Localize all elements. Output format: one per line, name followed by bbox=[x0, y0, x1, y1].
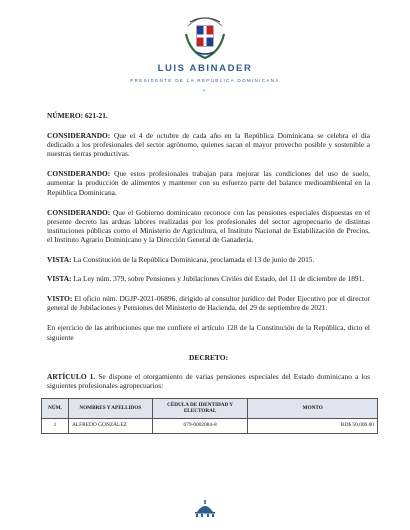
table-row bbox=[42, 418, 378, 433]
cell-number: 1 bbox=[42, 418, 69, 433]
considerando-3 bbox=[47, 208, 370, 244]
vista-2 bbox=[47, 274, 370, 283]
para-text: La Constitución de la República Dominicana, proclamada el 13 de junio de 2015. bbox=[71, 255, 315, 265]
table-header-row bbox=[42, 398, 378, 418]
decree-body bbox=[47, 111, 374, 434]
decree-heading: DECRETO: bbox=[189, 352, 228, 362]
president-title: PRESIDENTE DE LA REPÚBLICA DOMINICANA bbox=[130, 78, 280, 83]
palace-dome-icon bbox=[192, 498, 218, 518]
para-label: VISTA: bbox=[47, 274, 72, 284]
para-label: CONSIDERANDO: bbox=[47, 131, 111, 141]
pensions-table bbox=[41, 398, 378, 434]
para-label: VISTA: bbox=[47, 255, 72, 265]
considerando-1 bbox=[47, 131, 370, 158]
cell-id: 079-0002084-8 bbox=[152, 418, 248, 433]
col-header-id: CÉDULA DE IDENTIDAD Y ELECTORAL bbox=[152, 398, 248, 418]
para-text: Que el Gobierno dominicano reconoce con las pensiones especiales dispuestas en el presente decreto las arduas labores realizadas por los profesionales del sector agropecuario de distintas instituciones públicas como el Ministerio de Agricultura, el Instituto Nacional de Estabilización de Precios, el Instituto Agrario Dominicano y la Dirección General de Ganadería. bbox=[47, 207, 370, 244]
vista-1 bbox=[47, 255, 370, 264]
para-text: Que el 4 de octubre de cada año en la República Dominicana se celebra el día dedicado a los profesionales del sector agrónomo, quienes sacan el mayor provecho posible y sostenible a nuestras tierras productivas. bbox=[47, 131, 370, 159]
para-text: Que estos profesionales trabajan para mejorar las condiciones del uso de suelo, aumentar la producción de alimentos y mantener con su esfuerzo parte del balance medioambiental en la República Dominicana. bbox=[47, 169, 370, 197]
visto-1 bbox=[47, 294, 370, 312]
col-header-number: NÚM. bbox=[42, 398, 69, 418]
decree-number: NÚMERO: 621-21. bbox=[47, 111, 108, 120]
col-header-name: NOMBRES Y APELLIDOS bbox=[68, 398, 152, 418]
article-1 bbox=[47, 372, 370, 390]
para-label: CONSIDERANDO: bbox=[47, 169, 111, 179]
article-label: ARTÍCULO 1. bbox=[47, 371, 96, 381]
article-text: Se dispone el otorgamiento de varias pensiones especiales del Estado dominicano a los siguientes profesionales agropecuarios: bbox=[47, 371, 370, 390]
cell-name: ALFREDO GONZÁLEZ bbox=[68, 418, 152, 433]
para-label: CONSIDERANDO: bbox=[47, 207, 111, 217]
para-text: La Ley núm. 379, sobre Pensiones y Jubilaciones Civiles del Estado, del 11 de diciembre de 1891. bbox=[71, 274, 365, 284]
para-text: El oficio núm. DGJP-2021-06896, dirigido al consultor jurídico del Poder Ejecutivo por el director general de Jubilaciones y Pensiones del Ministerio de Hacienda, del 29 de septiembre de 2021. bbox=[47, 294, 370, 313]
considerando-2 bbox=[47, 169, 370, 196]
col-header-amount: MONTO bbox=[248, 398, 378, 418]
header-mark: • bbox=[203, 88, 205, 94]
attributions-paragraph: En ejercicio de las atribuciones que me confiere el artículo 128 de la Constitución de la República, dicto el siguiente bbox=[47, 323, 370, 342]
para-label: VISTO: bbox=[47, 294, 73, 304]
coat-of-arms-emblem bbox=[184, 12, 226, 62]
cell-amount: RD$ 50,000.00 bbox=[248, 418, 378, 433]
president-name: LUIS ABINADER bbox=[157, 63, 253, 74]
